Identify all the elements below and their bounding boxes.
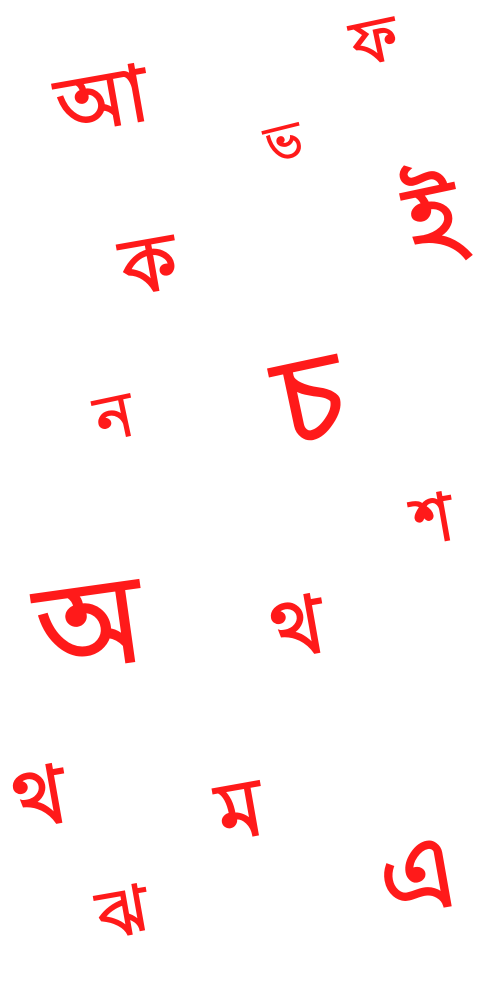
letter-i[interactable]: ই xyxy=(396,157,471,281)
letter-sho[interactable]: শ xyxy=(407,478,460,561)
letter-cho[interactable]: চ xyxy=(264,324,357,475)
letter-tho-1[interactable]: থ xyxy=(264,577,332,678)
letter-mo[interactable]: ম xyxy=(210,759,271,860)
letter-no[interactable]: ন xyxy=(88,376,141,457)
letter-aa[interactable]: আ xyxy=(49,48,156,154)
letter-jho[interactable]: ঝ xyxy=(91,870,155,955)
letter-o[interactable]: অ xyxy=(28,549,152,702)
letter-e[interactable]: এ xyxy=(370,811,466,940)
letter-pho[interactable]: ফ xyxy=(344,0,405,81)
letter-tho-2[interactable]: থ xyxy=(6,747,74,848)
letter-bho[interactable]: ভ xyxy=(259,110,309,174)
letter-ko[interactable]: ক xyxy=(114,215,184,315)
